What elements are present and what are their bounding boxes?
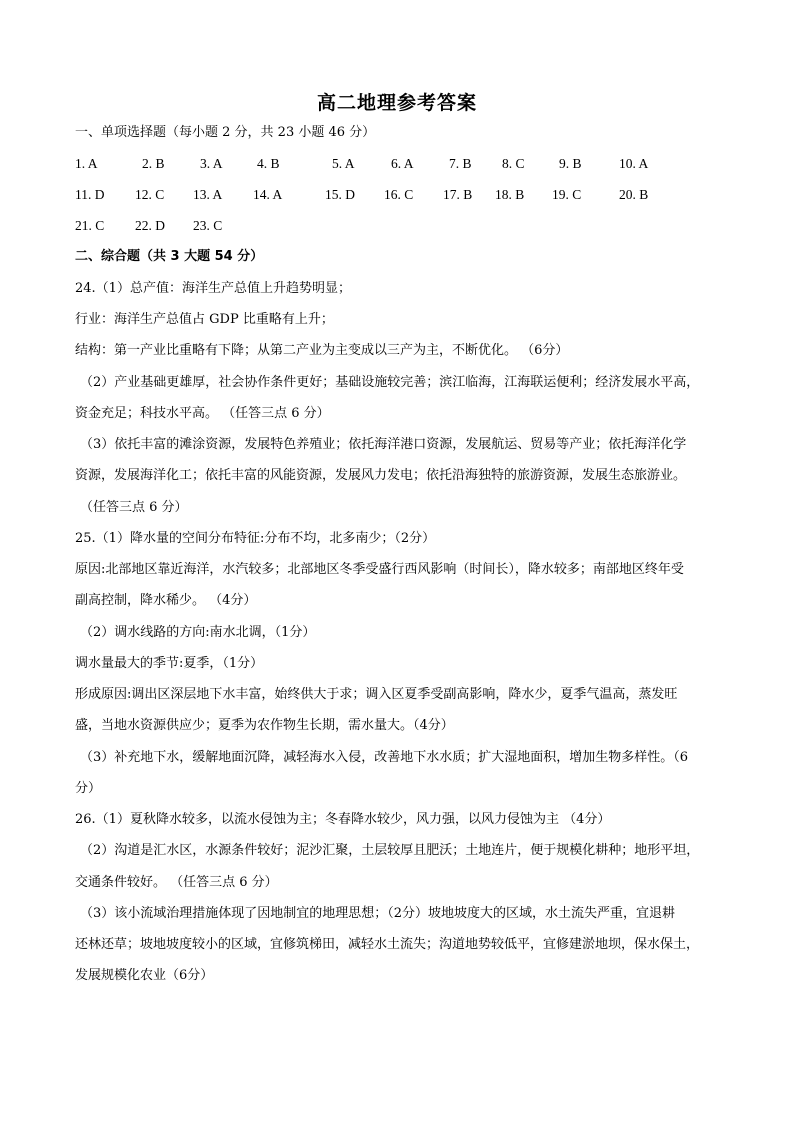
answer-item: 18. B	[495, 187, 525, 202]
answer-line: 原因:北部地区靠近海洋，水汽较多；北部地区冬季受盛行西风影响（时间长），降水较多；南部地区终年受	[75, 562, 684, 577]
answer-line: 行业：海洋生产总值占 GDP 比重略有上升；	[75, 312, 334, 327]
answer-line: （2）调水线路的方向:南水北调，（1分）	[80, 625, 316, 640]
answer-item: 15. D	[325, 187, 355, 202]
answer-item: 20. B	[619, 187, 649, 202]
answer-item: 6. A	[391, 156, 414, 171]
answer-line: 调水量最大的季节:夏季，（1分）	[75, 656, 264, 671]
answer-line: （2）沟道是汇水区，水源条件较好；泥沙汇聚，土层较厚且肥沃；土地连片，便于规模化耕种；地形平坦，	[80, 843, 700, 858]
page-title: 高二地理参考答案	[316, 92, 477, 114]
answer-line: 形成原因:调出区深层地下水丰富，始终供大于求；调入区夏季受副高影响，降水少，夏季气温高，蒸发旺	[75, 687, 678, 702]
answer-line: 结构：第一产业比重略有下降；从第二产业为主变成以三产为主，不断优化。 （6分）	[75, 343, 569, 358]
answer-line: 资源，发展海洋化工；依托丰富的风能资源，发展风力发电；依托沿海独特的旅游资源，发展生态旅游业。	[75, 468, 687, 483]
answer-line: 分）	[75, 781, 102, 796]
section-2-heading: 二、综合题（共 3 大题 54 分）	[75, 249, 264, 264]
answer-line: 资金充足；科技水平高。 （任答三点 6 分）	[75, 406, 330, 421]
answer-item: 19. C	[552, 187, 582, 202]
answer-item: 22. D	[135, 218, 165, 233]
answer-item: 13. A	[193, 187, 223, 202]
answer-item: 5. A	[332, 156, 355, 171]
answer-item: 1. A	[75, 156, 98, 171]
answer-item: 10. A	[619, 156, 649, 171]
answer-line: 交通条件较好。 （任答三点 6 分）	[75, 875, 278, 890]
answer-item: 12. C	[135, 187, 165, 202]
answer-line: （任答三点 6 分）	[80, 500, 188, 515]
answer-item: 16. C	[384, 187, 414, 202]
answer-item: 3. A	[200, 156, 223, 171]
answer-line: 24.（1）总产值：海洋生产总值上升趋势明显；	[75, 281, 351, 296]
answer-item: 14. A	[253, 187, 283, 202]
answer-line: （2）产业基础更雄厚，社会协作条件更好；基础设施较完善；滨江临海，江海联运便利；经济发展水平高，	[80, 375, 700, 390]
answer-line: 25.（1）降水量的空间分布特征:分布不均，北多南少；（2分）	[75, 531, 436, 546]
answer-item: 7. B	[449, 156, 472, 171]
answer-line: 还林还草；坡地坡度较小的区域，宜修筑梯田，减轻水土流失；沟道地势较低平，宜修建淤地坝，保水保土，	[75, 937, 700, 952]
answer-line: （3）该小流域治理措施体现了因地制宜的地理思想；（2分）坡地坡度大的区域，水土流失严重，宜退耕	[80, 906, 676, 921]
answer-line: 副高控制，降水稀少。 （4分）	[75, 593, 257, 608]
answer-item: 9. B	[559, 156, 582, 171]
answer-item: 17. B	[443, 187, 473, 202]
answer-line: （3）依托丰富的滩涂资源，发展特色养殖业；依托海洋港口资源，发展航运、贸易等产业；依托海洋化学	[80, 437, 687, 452]
answer-line: （3）补充地下水，缓解地面沉降，减轻海水入侵，改善地下水水质；扩大湿地面积，增加生物多样性。（6	[80, 750, 689, 765]
answer-item: 8. C	[502, 156, 525, 171]
answer-item: 4. B	[257, 156, 280, 171]
answer-line: 发展规模化农业（6分）	[75, 968, 214, 983]
answer-line: 26.（1）夏秋降水较多，以流水侵蚀为主；冬春降水较少，风力强，以风力侵蚀为主 （4分）	[75, 812, 611, 827]
answer-item: 11. D	[75, 187, 105, 202]
answer-item: 2. B	[142, 156, 165, 171]
answer-line: 盛，当地水资源供应少；夏季为农作物生长期，需水量大。（4分）	[75, 718, 454, 733]
section-1-heading: 一、单项选择题（每小题 2 分，共 23 小题 46 分）	[75, 125, 376, 140]
answer-item: 23. C	[193, 218, 223, 233]
answer-item: 21. C	[75, 218, 105, 233]
